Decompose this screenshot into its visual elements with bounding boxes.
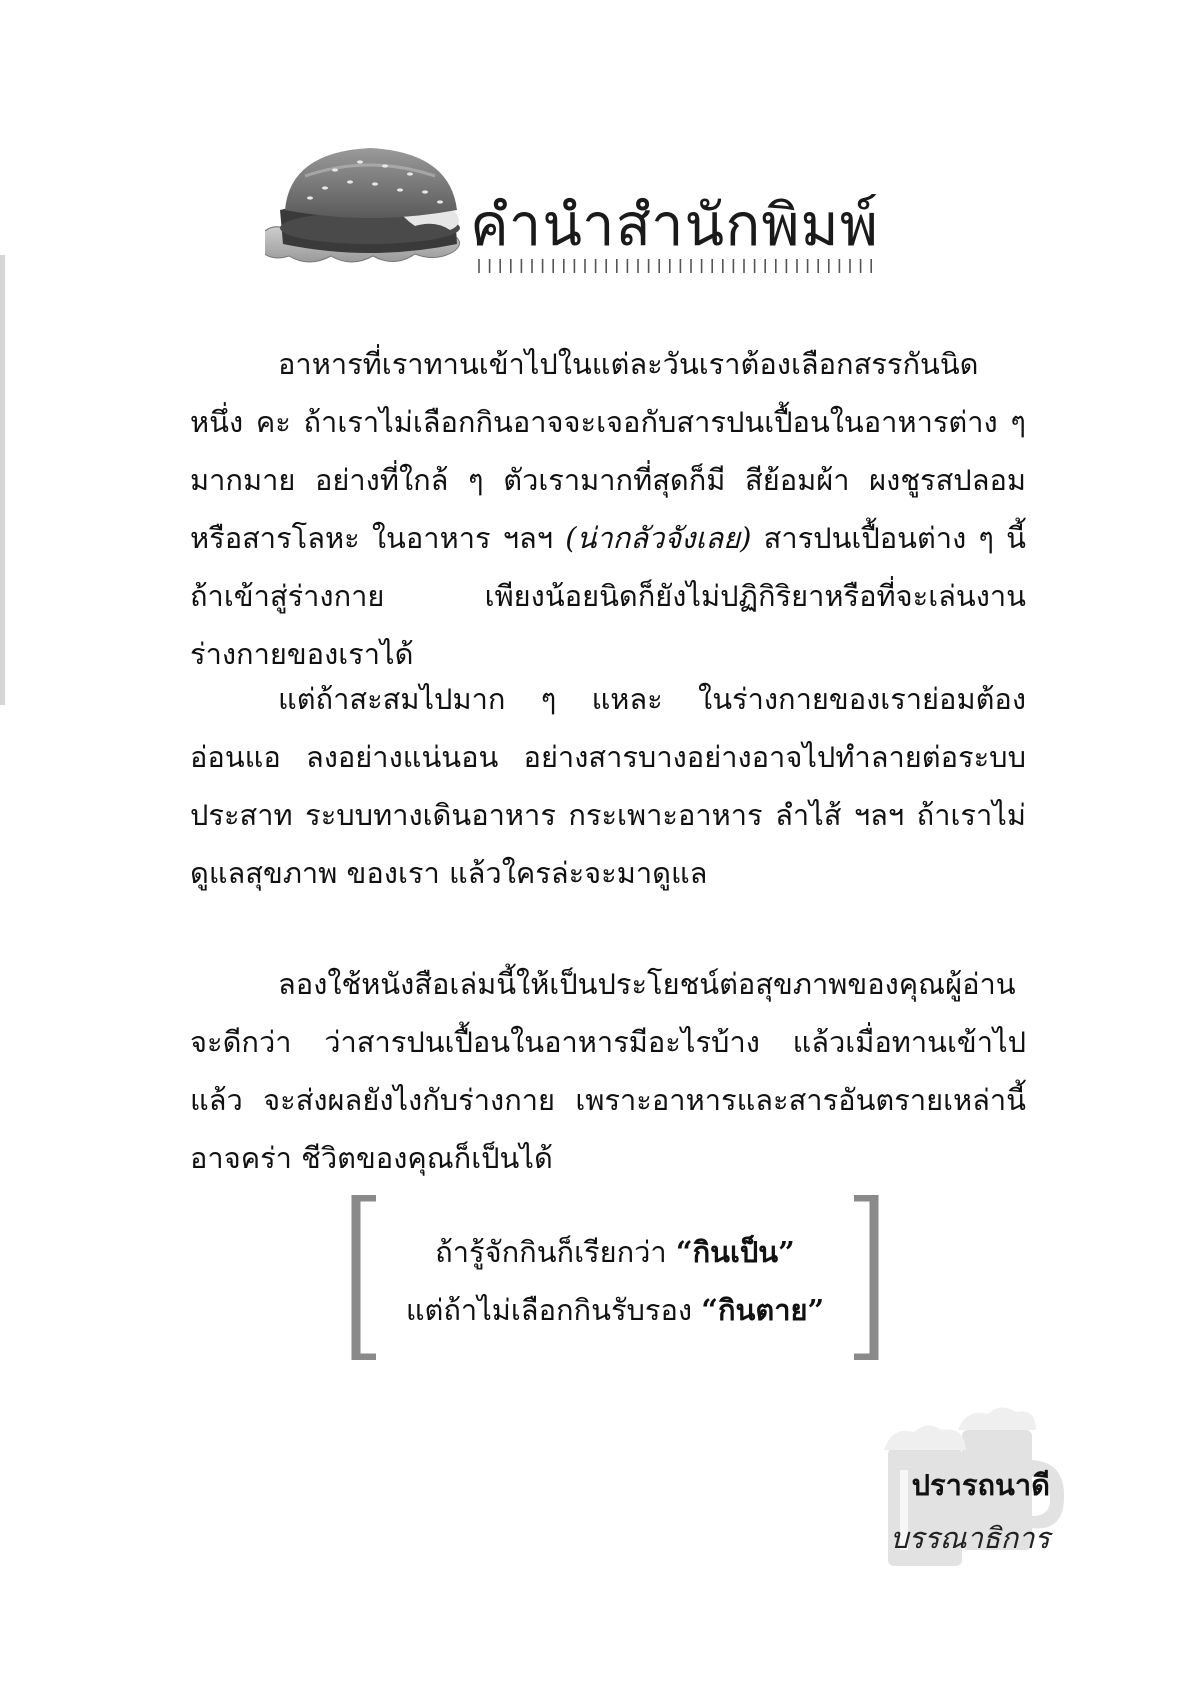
right-bracket — [852, 1195, 880, 1360]
paragraph-2-text: แต่ถ้าสะสมไปมาก ๆ แหละ ในร่างกายของเราย่อมต้องอ่อนแอ ลงอย่างแน่นอน อย่างสารบางอย่างอาจไปทำลายต่อระบบประสาท ระบบทางเดินอาหาร กระเพาะอาหาร ลำไส้ ฯลฯ ถ้าเราไม่ดูแลสุขภาพ ของเรา แล้วใครล่ะจะมาดูแล — [190, 682, 1026, 890]
signature-name: ปรารถนาดี — [911, 1468, 1050, 1502]
bracket-quote — [350, 1195, 880, 1360]
quote-line-1-text: ถ้ารู้จักกินก็เรียกว่า — [435, 1235, 676, 1269]
page-title: คำนำสำนักพิมพ์ — [470, 191, 880, 259]
left-bracket — [350, 1195, 378, 1360]
paragraph-3-text: ลองใช้หนังสือเล่มนี้ให้เป็นประโยชน์ต่อสุขภาพของคุณผู้อ่าน จะดีกว่า ว่าสารปนเปื้อนในอาหารมีอะไรบ้าง แล้วเมื่อทานเข้าไปแล้ว จะส่งผลยังไงกับร่างกาย เพราะอาหารและสารอันตรายเหล่านี้อาจคร่า ชีวิตของคุณก็เป็นได้ — [190, 967, 1026, 1175]
quote-line-2-bold: “กินตาย” — [701, 1293, 825, 1327]
burger-icon — [265, 140, 475, 290]
paragraph-3 — [190, 955, 1026, 1187]
page-edge-shadow — [0, 255, 5, 705]
paragraph-1 — [190, 335, 1026, 683]
paragraph-1-text-cont: สารปนเปื้อนต่าง ๆ นี้ถ้าเข้าสู่ร่างกาย เพียงน้อยนิดก็ยังไม่ปฏิกิริยาหรือที่จะเล่นงานร่างกายของเราได้ — [190, 521, 1026, 671]
paragraph-1-text: อาหารที่เราทานเข้าไปในแต่ละวันเราต้องเลือกสรรกันนิดหนึ่ง คะ ถ้าเราไม่เลือกกินอาจจะเจอกับสารปนเปื้อนในอาหารต่าง ๆ มากมาย อย่างที่ใกล้ ๆ ตัวเรามากที่สุดก็มี สีย้อมผ้า ผงชูรสปลอม หรือสารโลหะ ในอาหาร ฯลฯ — [190, 347, 1026, 555]
signature-role: บรรณาธิการ — [890, 1521, 1050, 1555]
title-underline-ticks — [475, 258, 875, 274]
paragraph-1-italic: (น่ากลัวจังเลย) — [565, 521, 752, 555]
signature-block — [860, 1400, 1050, 1570]
paragraph-2 — [190, 670, 1026, 902]
quote-line-2-text: แต่ถ้าไม่เลือกกินรับรอง — [405, 1293, 702, 1327]
quote-line-2 — [350, 1287, 880, 1333]
quote-line-1-bold: “กินเป็น” — [675, 1235, 795, 1269]
quote-line-1 — [350, 1229, 880, 1275]
page-header — [265, 140, 885, 290]
